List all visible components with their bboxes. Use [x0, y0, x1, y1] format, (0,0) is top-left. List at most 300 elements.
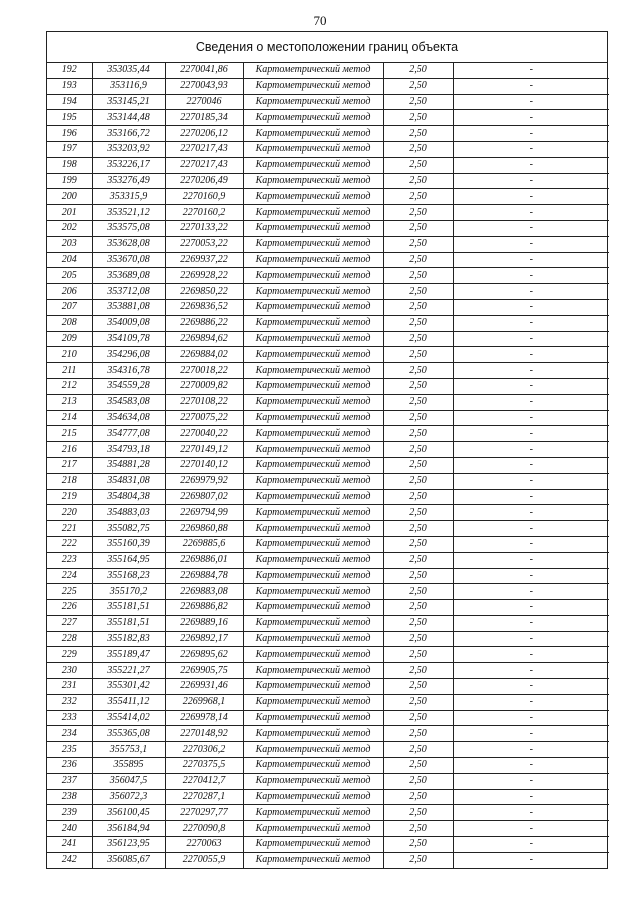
page-number: 70	[313, 13, 327, 28]
x-coordinate-cell: 356072,3	[92, 789, 165, 805]
y-coordinate-cell: 2269894,62	[165, 331, 243, 347]
x-coordinate-cell: 353145,21	[92, 94, 165, 110]
x-coordinate-cell: 354109,78	[92, 331, 165, 347]
x-coordinate-cell: 353144,48	[92, 110, 165, 126]
point-number-cell: 193	[47, 78, 92, 94]
table-row	[47, 78, 609, 94]
y-coordinate-cell: 2269883,08	[165, 584, 243, 600]
table-row	[47, 236, 609, 252]
point-number-cell: 227	[47, 615, 92, 631]
point-number-cell: 207	[47, 299, 92, 315]
x-coordinate-cell: 355365,08	[92, 726, 165, 742]
point-number-cell: 231	[47, 679, 92, 695]
description-cell: -	[453, 710, 609, 726]
y-coordinate-cell: 2270046	[165, 94, 243, 110]
method-cell: Картометрический метод	[243, 568, 383, 584]
description-cell: -	[453, 521, 609, 537]
method-cell: Картометрический метод	[243, 220, 383, 236]
point-number-cell: 214	[47, 410, 92, 426]
table-row	[47, 141, 609, 157]
x-coordinate-cell: 353689,08	[92, 268, 165, 284]
y-coordinate-cell: 2270090,8	[165, 821, 243, 837]
description-cell: -	[453, 821, 609, 837]
description-cell: -	[453, 410, 609, 426]
y-coordinate-cell: 2270306,2	[165, 742, 243, 758]
method-cell: Картометрический метод	[243, 600, 383, 616]
description-cell: -	[453, 552, 609, 568]
description-cell: -	[453, 205, 609, 221]
x-coordinate-cell: 354316,78	[92, 363, 165, 379]
point-number-cell: 203	[47, 236, 92, 252]
table-row	[47, 742, 609, 758]
method-cell: Картометрический метод	[243, 663, 383, 679]
y-coordinate-cell: 2270041,86	[165, 63, 243, 78]
point-number-cell: 234	[47, 726, 92, 742]
x-coordinate-cell: 354634,08	[92, 410, 165, 426]
table-row	[47, 378, 609, 394]
description-cell: -	[453, 110, 609, 126]
table-row	[47, 126, 609, 142]
table-row	[47, 600, 609, 616]
point-number-cell: 222	[47, 536, 92, 552]
accuracy-cell: 2,50	[383, 110, 453, 126]
table-row	[47, 157, 609, 173]
point-number-cell: 242	[47, 852, 92, 867]
method-cell: Картометрический метод	[243, 710, 383, 726]
method-cell: Картометрический метод	[243, 110, 383, 126]
description-cell: -	[453, 694, 609, 710]
table-row	[47, 837, 609, 853]
accuracy-cell: 2,50	[383, 410, 453, 426]
point-number-cell: 199	[47, 173, 92, 189]
y-coordinate-cell: 2270055,9	[165, 852, 243, 867]
description-cell: -	[453, 805, 609, 821]
y-coordinate-cell: 2270149,12	[165, 442, 243, 458]
point-number-cell: 205	[47, 268, 92, 284]
accuracy-cell: 2,50	[383, 315, 453, 331]
y-coordinate-cell: 2269889,16	[165, 615, 243, 631]
table-row	[47, 268, 609, 284]
x-coordinate-cell: 355182,83	[92, 631, 165, 647]
accuracy-cell: 2,50	[383, 426, 453, 442]
x-coordinate-cell: 353670,08	[92, 252, 165, 268]
method-cell: Картометрический метод	[243, 837, 383, 853]
x-coordinate-cell: 353035,44	[92, 63, 165, 78]
method-cell: Картометрический метод	[243, 694, 383, 710]
accuracy-cell: 2,50	[383, 568, 453, 584]
x-coordinate-cell: 353712,08	[92, 284, 165, 300]
x-coordinate-cell: 353226,17	[92, 157, 165, 173]
method-cell: Картометрический метод	[243, 536, 383, 552]
accuracy-cell: 2,50	[383, 457, 453, 473]
y-coordinate-cell: 2269928,22	[165, 268, 243, 284]
accuracy-cell: 2,50	[383, 600, 453, 616]
x-coordinate-cell: 353203,92	[92, 141, 165, 157]
x-coordinate-cell: 353881,08	[92, 299, 165, 315]
x-coordinate-cell: 356047,5	[92, 773, 165, 789]
point-number-cell: 219	[47, 489, 92, 505]
y-coordinate-cell: 2270133,22	[165, 220, 243, 236]
point-number-cell: 230	[47, 663, 92, 679]
x-coordinate-cell: 354883,03	[92, 505, 165, 521]
table-row	[47, 631, 609, 647]
point-number-cell: 196	[47, 126, 92, 142]
method-cell: Картометрический метод	[243, 584, 383, 600]
x-coordinate-cell: 353521,12	[92, 205, 165, 221]
description-cell: -	[453, 489, 609, 505]
x-coordinate-cell: 354777,08	[92, 426, 165, 442]
point-number-cell: 220	[47, 505, 92, 521]
method-cell: Картометрический метод	[243, 489, 383, 505]
point-number-cell: 224	[47, 568, 92, 584]
accuracy-cell: 2,50	[383, 157, 453, 173]
description-cell: -	[453, 173, 609, 189]
x-coordinate-cell: 354583,08	[92, 394, 165, 410]
point-number-cell: 240	[47, 821, 92, 837]
point-number-cell: 216	[47, 442, 92, 458]
y-coordinate-cell: 2269931,46	[165, 679, 243, 695]
point-number-cell: 197	[47, 141, 92, 157]
accuracy-cell: 2,50	[383, 442, 453, 458]
description-cell: -	[453, 679, 609, 695]
method-cell: Картометрический метод	[243, 284, 383, 300]
method-cell: Картометрический метод	[243, 157, 383, 173]
point-number-cell: 226	[47, 600, 92, 616]
table-row	[47, 821, 609, 837]
method-cell: Картометрический метод	[243, 205, 383, 221]
description-cell: -	[453, 331, 609, 347]
table-row	[47, 789, 609, 805]
point-number-cell: 194	[47, 94, 92, 110]
table-row	[47, 852, 609, 867]
point-number-cell: 206	[47, 284, 92, 300]
accuracy-cell: 2,50	[383, 173, 453, 189]
table-row	[47, 63, 609, 78]
point-number-cell: 200	[47, 189, 92, 205]
description-cell: -	[453, 347, 609, 363]
table-row	[47, 679, 609, 695]
method-cell: Картометрический метод	[243, 410, 383, 426]
accuracy-cell: 2,50	[383, 205, 453, 221]
x-coordinate-cell: 356100,45	[92, 805, 165, 821]
x-coordinate-cell: 353315,9	[92, 189, 165, 205]
y-coordinate-cell: 2269885,6	[165, 536, 243, 552]
x-coordinate-cell: 353116,9	[92, 78, 165, 94]
x-coordinate-cell: 355082,75	[92, 521, 165, 537]
description-cell: -	[453, 252, 609, 268]
x-coordinate-cell: 356085,67	[92, 852, 165, 867]
table-row	[47, 220, 609, 236]
y-coordinate-cell: 2270297,77	[165, 805, 243, 821]
table-row	[47, 505, 609, 521]
coordinates-table-body	[47, 63, 609, 868]
accuracy-cell: 2,50	[383, 710, 453, 726]
table-row	[47, 726, 609, 742]
point-number-cell: 198	[47, 157, 92, 173]
accuracy-cell: 2,50	[383, 268, 453, 284]
description-cell: -	[453, 758, 609, 774]
x-coordinate-cell: 356184,94	[92, 821, 165, 837]
method-cell: Картометрический метод	[243, 331, 383, 347]
x-coordinate-cell: 355168,23	[92, 568, 165, 584]
table-row	[47, 473, 609, 489]
point-number-cell: 212	[47, 378, 92, 394]
description-cell: -	[453, 442, 609, 458]
x-coordinate-cell: 354804,38	[92, 489, 165, 505]
accuracy-cell: 2,50	[383, 284, 453, 300]
accuracy-cell: 2,50	[383, 78, 453, 94]
table-row	[47, 568, 609, 584]
table-row	[47, 173, 609, 189]
method-cell: Картометрический метод	[243, 63, 383, 78]
method-cell: Картометрический метод	[243, 457, 383, 473]
x-coordinate-cell: 355414,02	[92, 710, 165, 726]
y-coordinate-cell: 2270412,7	[165, 773, 243, 789]
description-cell: -	[453, 742, 609, 758]
point-number-cell: 213	[47, 394, 92, 410]
table-row	[47, 331, 609, 347]
table-row	[47, 252, 609, 268]
accuracy-cell: 2,50	[383, 299, 453, 315]
description-cell: -	[453, 315, 609, 331]
method-cell: Картометрический метод	[243, 394, 383, 410]
description-cell: -	[453, 773, 609, 789]
method-cell: Картометрический метод	[243, 78, 383, 94]
y-coordinate-cell: 2269860,88	[165, 521, 243, 537]
accuracy-cell: 2,50	[383, 94, 453, 110]
x-coordinate-cell: 353628,08	[92, 236, 165, 252]
table-row	[47, 442, 609, 458]
accuracy-cell: 2,50	[383, 837, 453, 853]
x-coordinate-cell: 355753,1	[92, 742, 165, 758]
method-cell: Картометрический метод	[243, 505, 383, 521]
table-row	[47, 521, 609, 537]
accuracy-cell: 2,50	[383, 521, 453, 537]
point-number-cell: 209	[47, 331, 92, 347]
x-coordinate-cell: 355221,27	[92, 663, 165, 679]
y-coordinate-cell: 2270009,82	[165, 378, 243, 394]
accuracy-cell: 2,50	[383, 347, 453, 363]
y-coordinate-cell: 2269886,01	[165, 552, 243, 568]
y-coordinate-cell: 2270108,22	[165, 394, 243, 410]
y-coordinate-cell: 2270217,43	[165, 141, 243, 157]
coordinates-table	[47, 63, 609, 868]
x-coordinate-cell: 355411,12	[92, 694, 165, 710]
description-cell: -	[453, 284, 609, 300]
point-number-cell: 221	[47, 521, 92, 537]
y-coordinate-cell: 2270185,34	[165, 110, 243, 126]
point-number-cell: 223	[47, 552, 92, 568]
y-coordinate-cell: 2269895,62	[165, 647, 243, 663]
point-number-cell: 208	[47, 315, 92, 331]
table-row	[47, 189, 609, 205]
description-cell: -	[453, 126, 609, 142]
description-cell: -	[453, 63, 609, 78]
description-cell: -	[453, 378, 609, 394]
y-coordinate-cell: 2270160,2	[165, 205, 243, 221]
y-coordinate-cell: 2269979,92	[165, 473, 243, 489]
x-coordinate-cell: 355181,51	[92, 615, 165, 631]
method-cell: Картометрический метод	[243, 821, 383, 837]
y-coordinate-cell: 2269905,75	[165, 663, 243, 679]
accuracy-cell: 2,50	[383, 789, 453, 805]
accuracy-cell: 2,50	[383, 805, 453, 821]
accuracy-cell: 2,50	[383, 126, 453, 142]
point-number-cell: 211	[47, 363, 92, 379]
method-cell: Картометрический метод	[243, 126, 383, 142]
table-row	[47, 426, 609, 442]
y-coordinate-cell: 2270043,93	[165, 78, 243, 94]
accuracy-cell: 2,50	[383, 505, 453, 521]
boundary-table-frame	[46, 31, 608, 869]
y-coordinate-cell: 2270053,22	[165, 236, 243, 252]
method-cell: Картометрический метод	[243, 789, 383, 805]
point-number-cell: 233	[47, 710, 92, 726]
description-cell: -	[453, 600, 609, 616]
method-cell: Картометрический метод	[243, 141, 383, 157]
point-number-cell: 236	[47, 758, 92, 774]
accuracy-cell: 2,50	[383, 394, 453, 410]
x-coordinate-cell: 354881,28	[92, 457, 165, 473]
description-cell: -	[453, 473, 609, 489]
table-row	[47, 805, 609, 821]
point-number-cell: 204	[47, 252, 92, 268]
accuracy-cell: 2,50	[383, 631, 453, 647]
accuracy-cell: 2,50	[383, 363, 453, 379]
accuracy-cell: 2,50	[383, 473, 453, 489]
description-cell: -	[453, 94, 609, 110]
method-cell: Картометрический метод	[243, 679, 383, 695]
point-number-cell: 215	[47, 426, 92, 442]
method-cell: Картометрический метод	[243, 647, 383, 663]
table-row	[47, 205, 609, 221]
description-cell: -	[453, 457, 609, 473]
y-coordinate-cell: 2270148,92	[165, 726, 243, 742]
table-row	[47, 394, 609, 410]
table-row	[47, 615, 609, 631]
accuracy-cell: 2,50	[383, 647, 453, 663]
table-row	[47, 584, 609, 600]
table-row	[47, 552, 609, 568]
method-cell: Картометрический метод	[243, 315, 383, 331]
y-coordinate-cell: 2270217,43	[165, 157, 243, 173]
table-row	[47, 536, 609, 552]
description-cell: -	[453, 726, 609, 742]
y-coordinate-cell: 2270160,9	[165, 189, 243, 205]
accuracy-cell: 2,50	[383, 63, 453, 78]
x-coordinate-cell: 355189,47	[92, 647, 165, 663]
method-cell: Картометрический метод	[243, 189, 383, 205]
point-number-cell: 235	[47, 742, 92, 758]
y-coordinate-cell: 2269886,82	[165, 600, 243, 616]
method-cell: Картометрический метод	[243, 299, 383, 315]
point-number-cell: 241	[47, 837, 92, 853]
table-row	[47, 347, 609, 363]
x-coordinate-cell: 355170,2	[92, 584, 165, 600]
table-row	[47, 363, 609, 379]
y-coordinate-cell: 2269978,14	[165, 710, 243, 726]
x-coordinate-cell: 354296,08	[92, 347, 165, 363]
table-row	[47, 457, 609, 473]
y-coordinate-cell: 2269968,1	[165, 694, 243, 710]
y-coordinate-cell: 2270375,5	[165, 758, 243, 774]
point-number-cell: 228	[47, 631, 92, 647]
description-cell: -	[453, 220, 609, 236]
description-cell: -	[453, 299, 609, 315]
accuracy-cell: 2,50	[383, 615, 453, 631]
method-cell: Картометрический метод	[243, 173, 383, 189]
description-cell: -	[453, 363, 609, 379]
y-coordinate-cell: 2269807,02	[165, 489, 243, 505]
method-cell: Картометрический метод	[243, 852, 383, 867]
method-cell: Картометрический метод	[243, 363, 383, 379]
method-cell: Картометрический метод	[243, 268, 383, 284]
y-coordinate-cell: 2269892,17	[165, 631, 243, 647]
method-cell: Картометрический метод	[243, 742, 383, 758]
table-row	[47, 410, 609, 426]
table-row	[47, 758, 609, 774]
accuracy-cell: 2,50	[383, 758, 453, 774]
description-cell: -	[453, 663, 609, 679]
x-coordinate-cell: 355160,39	[92, 536, 165, 552]
method-cell: Картометрический метод	[243, 347, 383, 363]
x-coordinate-cell: 353276,49	[92, 173, 165, 189]
point-number-cell: 218	[47, 473, 92, 489]
accuracy-cell: 2,50	[383, 552, 453, 568]
point-number-cell: 229	[47, 647, 92, 663]
description-cell: -	[453, 852, 609, 867]
accuracy-cell: 2,50	[383, 489, 453, 505]
description-cell: -	[453, 189, 609, 205]
description-cell: -	[453, 631, 609, 647]
accuracy-cell: 2,50	[383, 536, 453, 552]
method-cell: Картометрический метод	[243, 758, 383, 774]
x-coordinate-cell: 354559,28	[92, 378, 165, 394]
y-coordinate-cell: 2269886,22	[165, 315, 243, 331]
accuracy-cell: 2,50	[383, 694, 453, 710]
method-cell: Картометрический метод	[243, 726, 383, 742]
method-cell: Картометрический метод	[243, 378, 383, 394]
y-coordinate-cell: 2269884,02	[165, 347, 243, 363]
point-number-cell: 192	[47, 63, 92, 78]
y-coordinate-cell: 2270018,22	[165, 363, 243, 379]
x-coordinate-cell: 356123,95	[92, 837, 165, 853]
table-row	[47, 110, 609, 126]
accuracy-cell: 2,50	[383, 252, 453, 268]
accuracy-cell: 2,50	[383, 742, 453, 758]
method-cell: Картометрический метод	[243, 552, 383, 568]
table-row	[47, 284, 609, 300]
y-coordinate-cell: 2269794,99	[165, 505, 243, 521]
accuracy-cell: 2,50	[383, 821, 453, 837]
method-cell: Картометрический метод	[243, 773, 383, 789]
table-row	[47, 694, 609, 710]
point-number-cell: 238	[47, 789, 92, 805]
description-cell: -	[453, 236, 609, 252]
description-cell: -	[453, 568, 609, 584]
x-coordinate-cell: 354793,18	[92, 442, 165, 458]
x-coordinate-cell: 353166,72	[92, 126, 165, 142]
y-coordinate-cell: 2270063	[165, 837, 243, 853]
x-coordinate-cell: 355164,95	[92, 552, 165, 568]
x-coordinate-cell: 355301,42	[92, 679, 165, 695]
description-cell: -	[453, 789, 609, 805]
point-number-cell: 232	[47, 694, 92, 710]
method-cell: Картометрический метод	[243, 615, 383, 631]
accuracy-cell: 2,50	[383, 236, 453, 252]
method-cell: Картометрический метод	[243, 473, 383, 489]
accuracy-cell: 2,50	[383, 584, 453, 600]
